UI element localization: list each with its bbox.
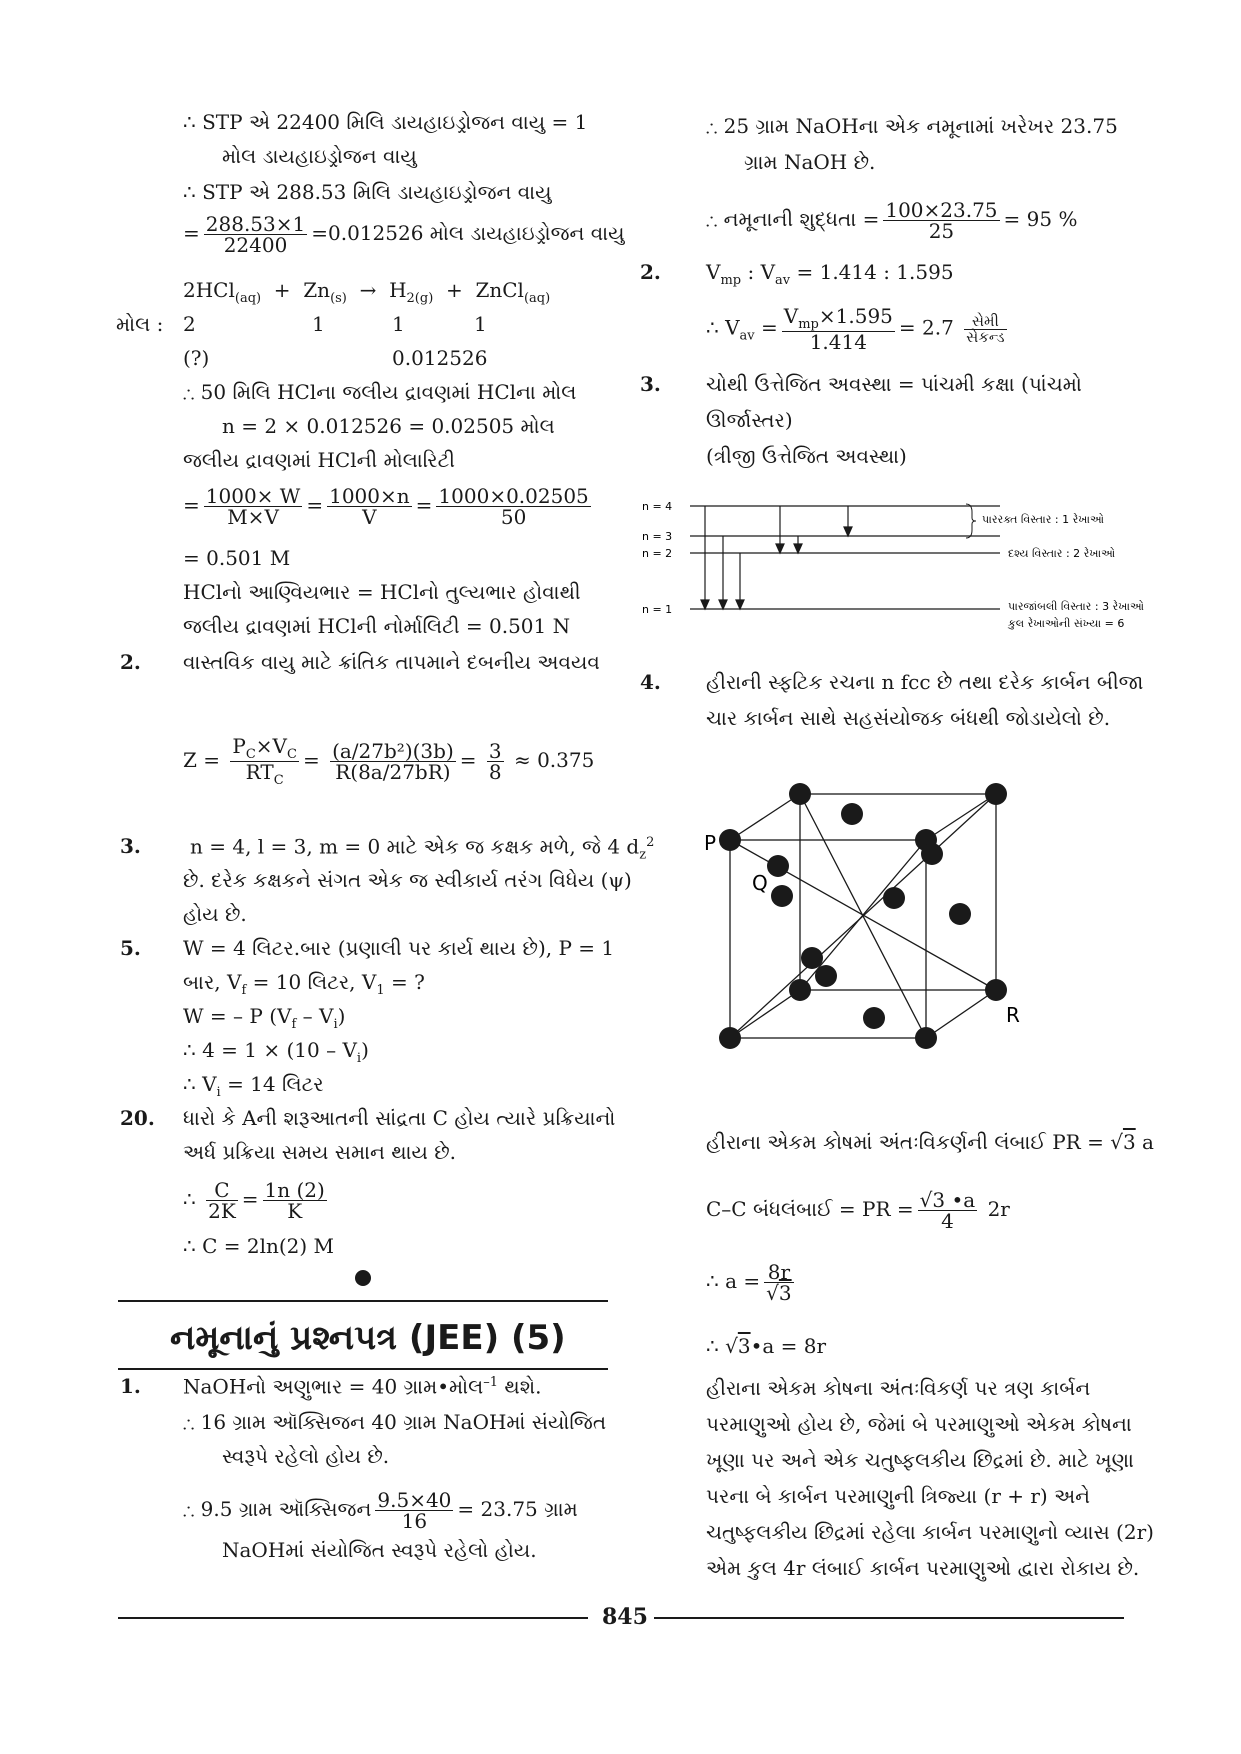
- text-line: ધારો કે Aની શરૂઆતની સાંદ્રતા C હોય ત્યારે પ્રક્રિયાનો: [183, 1106, 616, 1130]
- question-number: 4.: [640, 670, 661, 694]
- text-line: સ્વરૂપે રહેલો હોય છે.: [222, 1444, 390, 1468]
- question-number: 5.: [120, 936, 141, 960]
- mol-value: (?): [183, 346, 210, 370]
- mol-label: મોલ :: [116, 312, 164, 336]
- question-number: 2.: [640, 260, 661, 284]
- text-line: બાર, $V_f = 10$ લિટર, $V_1$ = ?: [183, 970, 425, 998]
- fraction: $\frac{C}{2K}$: [208, 1178, 236, 1223]
- region-label: પારજાંબલી વિસ્તાર : 3 રેખાઓ: [1008, 600, 1144, 613]
- text-line: NaOHનો અણુભાર = 40 ગ્રામ•મોલ$^{-1}$ થશે.: [183, 1374, 542, 1399]
- text-line: (ત્રીજી ઉત્તેજિત અવસ્થા): [706, 444, 907, 468]
- text-line: ∴ 16 ગ્રામ ઑક્સિજન 40 ગ્રામ NaOHમાં સંયોજિત: [183, 1410, 607, 1434]
- text-line: હીરાના એકમ કોષમાં અંતઃવિકર્ણની લંબાઈ PR = √3 a: [706, 1130, 1154, 1154]
- paragraph-line: એમ કુલ 4r લંબાઈ કાર્બન પરમાણુઓ દ્વારા રોકાય છે.: [706, 1556, 1140, 1580]
- mol-value: 0.012526: [392, 346, 488, 370]
- text-line: ∴ $V_i = 14$ લિટર: [183, 1072, 324, 1100]
- fraction: $\frac{1000\times 0.02505}{50}$: [438, 484, 589, 529]
- mol-value: 1: [392, 312, 405, 336]
- section-title: નમૂનાનું પ્રશ્નપત્ર (JEE) (5): [170, 1318, 566, 1358]
- paragraph-line: પરના બે કાર્બન પરમાણુની ત્રિજ્યા (r + r) અને: [706, 1484, 1091, 1508]
- region-label: કુલ રેખાઓની સંખ્યા = 6: [1008, 617, 1125, 630]
- footer-rule-left: [118, 1617, 588, 1619]
- bullet-divider: [355, 1270, 371, 1286]
- energy-level-diagram: [630, 496, 1150, 646]
- fraction: $\frac{9.5\times 40}{16}$: [377, 1488, 452, 1533]
- text-line: હોય છે.: [183, 902, 247, 926]
- text-line: ઊર્જાસ્તર): [706, 408, 793, 432]
- text-line: મોલ ડાયહાઇડ્રોજન વાયુ: [222, 144, 417, 168]
- text-line: HClનો આણ્વિયભાર = HClનો તુલ્યભાર હોવાથી: [183, 580, 581, 604]
- label-Q: Q: [752, 871, 768, 895]
- fraction: $\frac{3}{8}$: [488, 739, 502, 784]
- text-line: ચોથી ઉત્તેજિત અવસ્થા = પાંચમી કક્ષા (પાંચમો: [706, 372, 1082, 396]
- text-line: છે. દરેક કક્ષકને સંગત એક જ સ્વીકાર્ય તરંગ વિધેય (ψ): [183, 868, 632, 892]
- fraction: $\frac{1000\times n}{V}$: [329, 484, 410, 529]
- fraction: $\frac{√3 •a}{4}$: [919, 1188, 976, 1233]
- text-line: $V_{mp}$ : $V_{av} = 1.414$ : 1.595: [706, 260, 954, 288]
- paragraph-line: ખૂણા પર અને એક ચતુષ્ફલકીય છિદ્રમાં છે. માટે ખૂણા: [706, 1448, 1134, 1472]
- text-line: અર્ધ પ્રક્રિયા સમય સમાન થાય છે.: [183, 1140, 457, 1164]
- equation-line: ∴ $\frac{C}{2K}$ = $\frac{1n (2)}{K}$: [183, 1178, 325, 1223]
- section-rule-bottom: [118, 1368, 608, 1370]
- text-line: = 0.501 M: [183, 546, 291, 570]
- text-line: ચાર કાર્બન સાથે સહસંયોજક બંધથી જોડાયેલો છે.: [706, 706, 1111, 730]
- text-line: W = – P $(V_f - V_i)$: [183, 1004, 346, 1032]
- region-label: દશ્ય વિસ્તાર : 2 રેખાઓ: [1008, 547, 1116, 560]
- text-line: ∴ STP એ 288.53 મિલિ ડાયહાઇડ્રોજન વાયુ: [183, 180, 552, 204]
- equation-line: ∴ $V_{av}$ = $\frac{V_{mp}\times 1.595}{1.414}$ = 2.7 $\frac{\text{સેમી}}{\text{સેકન્ડ}}$: [706, 304, 1005, 354]
- fraction: $\frac{P_C\times V_C}{RT_C}$: [232, 734, 297, 788]
- fraction: $\frac{8r}{√3}$: [766, 1260, 792, 1305]
- text-line: n = 4, l = 3, m = 0 માટે એક જ કક્ષક મળે, જે 4 $d_z^2$: [190, 834, 655, 863]
- text-line: ∴ C = 2ln(2) M: [183, 1234, 335, 1258]
- question-number: 3.: [120, 834, 141, 858]
- equation-line: = $\frac{288.53\times 1}{22400}$ =0.012526 મોલ ડાયહાઇડ્રોજન વાયુ: [183, 212, 625, 257]
- label-R: R: [1006, 1003, 1020, 1027]
- compressibility-equation: Z = $\frac{P_C\times V_C}{RT_C}$ = $\frac{\text{(a/27b²)(3b)}}{R(8a/27bR)}$ = $\frac{3}{8}$ ≈ 0.375: [183, 734, 595, 788]
- text-line: હીરાની સ્ફટિક રચના n fcc છે તથા દરેક કાર્બન બીજા: [706, 670, 1144, 694]
- text-line: જલીય દ્રાવણમાં HClની મોલારિટી: [183, 448, 455, 472]
- mol-value: 1: [312, 312, 325, 336]
- fraction: $\frac{\text{(a/27b²)(3b)}}{R(8a/27bR)}$: [332, 739, 454, 784]
- equation-line: ∴ નમૂનાની શુદ્ધતા = $\frac{100\times 23.75}{25}$ = 95 %: [706, 198, 1078, 243]
- equation-line: ∴ 9.5 ગ્રામ ઑક્સિજન $\frac{9.5\times 40}{16}$ = 23.75 ગ્રામ: [183, 1488, 578, 1533]
- paragraph-line: હીરાના એકમ કોષના અંતઃવિકર્ણ પર ત્રણ કાર્બન: [706, 1376, 1091, 1400]
- brace: [966, 504, 976, 538]
- level-label: n = 2: [642, 547, 673, 560]
- level-label: n = 3: [642, 530, 673, 543]
- equation-line: ∴ √3•a = 8r: [706, 1334, 827, 1358]
- text-line: n = 2 × 0.012526 = 0.02505 મોલ: [222, 414, 555, 438]
- question-number: 3.: [640, 372, 661, 396]
- question-number: 1.: [120, 1374, 141, 1398]
- text-line: જલીય દ્રાવણમાં HClની નોર્માલિટી = 0.501 N: [183, 614, 571, 638]
- text-line: ∴ 50 મિલિ HClના જલીય દ્રાવણમાં HClના મોલ: [183, 380, 577, 404]
- molarity-equation: = $\frac{1000\times W}{M\times V}$ = $\frac{1000\times n}{V}$ = $\frac{1000\times 0.02505}{50}$: [183, 484, 589, 529]
- level-label: n = 4: [642, 500, 673, 513]
- label-P: P: [704, 831, 717, 855]
- diamond-unit-cell-diagram: [700, 780, 1060, 1070]
- transition-arrows: [701, 506, 852, 609]
- unit-fraction: $\frac{\text{સેમી}}{\text{સેકન્ડ}}$: [966, 311, 1005, 346]
- text-line: ગ્રામ NaOH છે.: [744, 150, 876, 174]
- reaction-equation: $2HCl_{(aq)} + Zn_{(s)} \to H_{2(g)}$ + ZnCl$_{(aq)}$: [183, 278, 551, 306]
- equation-line: C–C બંધલંબાઈ = PR = $\frac{√3 •a}{4}$ 2r: [706, 1188, 1010, 1233]
- text-line: વાસ્તવિક વાયુ માટે ક્રાંતિક તાપમાને દબનીય અવયવ: [183, 650, 600, 674]
- footer-rule-right: [654, 1617, 1124, 1619]
- question-number: 2.: [120, 650, 141, 674]
- text-line: ∴ STP એ 22400 મિલિ ડાયહાઇડ્રોજન વાયુ = 1: [183, 110, 588, 134]
- text-line: W = 4 લિટર.બાર (પ્રણાલી પર કાર્ય થાય છે), P = 1: [183, 936, 615, 960]
- region-label: પારરક્ત વિસ્તાર : 1 રેખાઓ: [982, 513, 1104, 526]
- page-number: 845: [602, 1604, 648, 1630]
- level-label: n = 1: [642, 603, 673, 616]
- mol-value: 1: [474, 312, 487, 336]
- fraction: $\frac{100\times 23.75}{25}$: [885, 198, 998, 243]
- paragraph-line: પરમાણુઓ હોય છે, જેમાં બે પરમાણુઓ એકમ કોષના: [706, 1412, 1132, 1436]
- mol-value: 2: [183, 312, 196, 336]
- text-line: ∴ $4 = 1 \times (10 - V_i)$: [183, 1038, 369, 1066]
- fraction: $\frac{1000\times W}{M\times V}$: [205, 484, 301, 529]
- fraction: $\frac{1n (2)}{K}$: [264, 1178, 325, 1223]
- paragraph-line: ચતુષ્ફલકીય છિદ્રમાં રહેલા કાર્બન પરમાણુનો વ્યાસ (2r): [706, 1520, 1154, 1544]
- fraction: $\frac{V_{mp}\times 1.595}{1.414}$: [783, 304, 893, 354]
- section-rule-top: [118, 1300, 608, 1302]
- question-number: 20.: [120, 1106, 155, 1130]
- fraction: $\frac{288.53\times 1}{22400}$: [205, 212, 306, 257]
- equation-line: ∴ a = $\frac{8r}{√3}$: [706, 1260, 792, 1305]
- text-line: NaOHમાં સંયોજિત સ્વરૂપે રહેલો હોય.: [222, 1538, 537, 1562]
- text-line: ∴ 25 ગ્રામ NaOHના એક નમૂનામાં ખરેખર 23.75: [706, 114, 1118, 138]
